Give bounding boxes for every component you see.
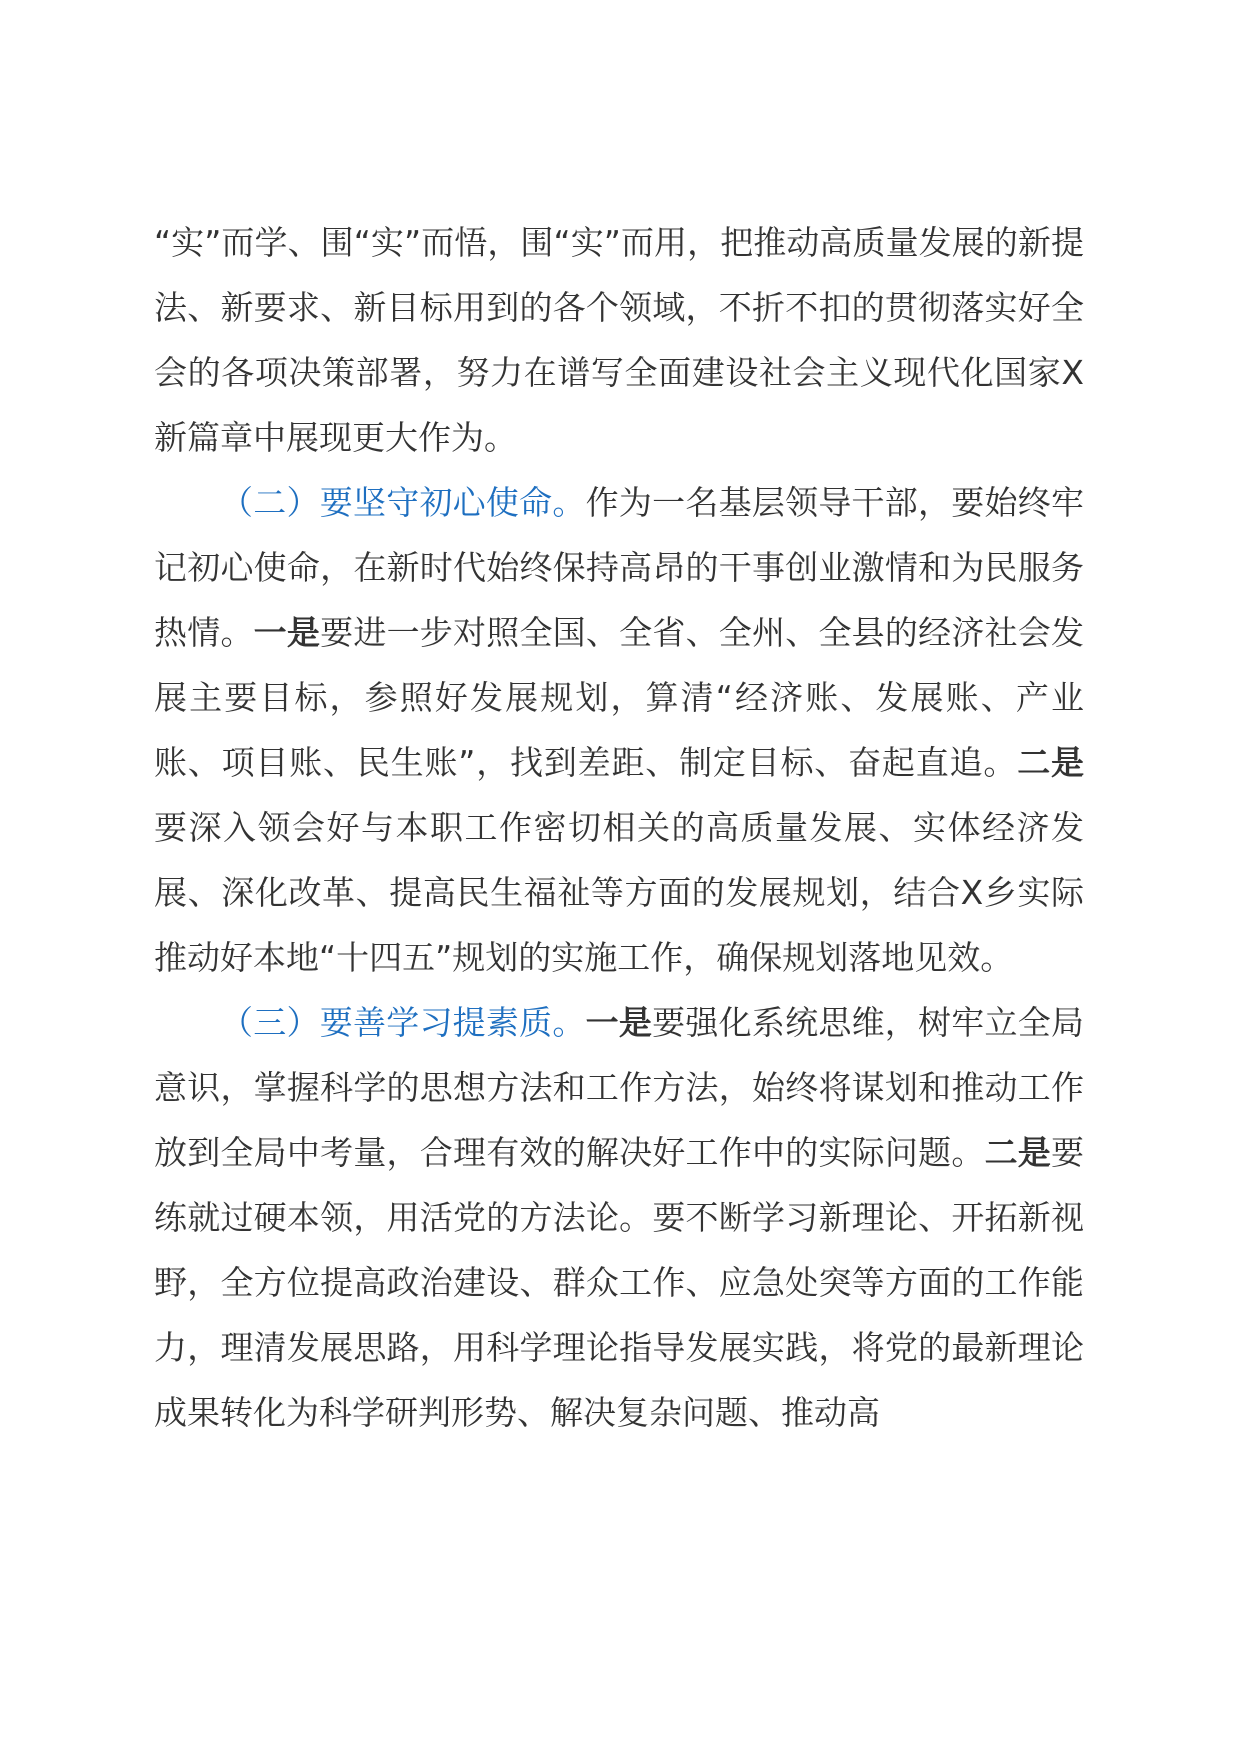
- paragraph-2-point-1: 要进一步对照全国、全省、全州、全县的经济社会发展主要目标，参照好发展规划，算清“经济账、发展账、产业账、项目账、民生账”，找到差距、制定目标、奋起直追。: [154, 613, 1085, 782]
- paragraph-1: [154, 210, 1084, 470]
- paragraph-3: [154, 990, 1084, 1445]
- point-marker-1: 一是: [253, 613, 321, 652]
- paragraph-2-text: 作为一名基层领导干部，要始终牢记初心使命，在新时代始终保持高昂的干事创业激情和为民服务热情。: [154, 483, 1085, 652]
- point-marker-2: 二是: [1017, 743, 1084, 782]
- section-heading-2: （二）要坚守初心使命。: [220, 483, 586, 522]
- paragraph-3-point-2: 要练就过硬本领，用活党的方法论。要不断学习新理论、开拓新视野，全方位提高政治建设、群众工作、应急处突等方面的工作能力，理清发展思路，用科学理论指导发展实践，将党的最新理论成果转化为科学研判形势、解决复杂问题、推动高: [154, 1133, 1085, 1432]
- section-heading-3: （三）要善学习提素质。: [220, 1003, 586, 1042]
- paragraph-2-point-2: 要深入领会好与本职工作密切相关的高质量发展、实体经济发展、深化改革、提高民生福祉等方面的发展规划，结合X乡实际推动好本地“十四五”规划的实施工作，确保规划落地见效。: [154, 808, 1084, 977]
- paragraph-2: [154, 470, 1084, 990]
- point-marker-2: 二是: [984, 1133, 1052, 1172]
- paragraph-3-point-1: 要强化系统思维，树牢立全局意识，掌握科学的思想方法和工作方法，始终将谋划和推动工作放到全局中考量，合理有效的解决好工作中的实际问题。: [154, 1003, 1085, 1172]
- point-marker-1: 一是: [585, 1003, 653, 1042]
- document-body: [154, 210, 1084, 1445]
- paragraph-1-text: “实”而学、围“实”而悟，围“实”而用，把推动高质量发展的新提法、新要求、新目标用到的各个领域，不折不扣的贯彻落实好全会的各项决策部署，努力在谱写全面建设社会主义现代化国家X新篇章中展现更大作为。: [154, 223, 1084, 457]
